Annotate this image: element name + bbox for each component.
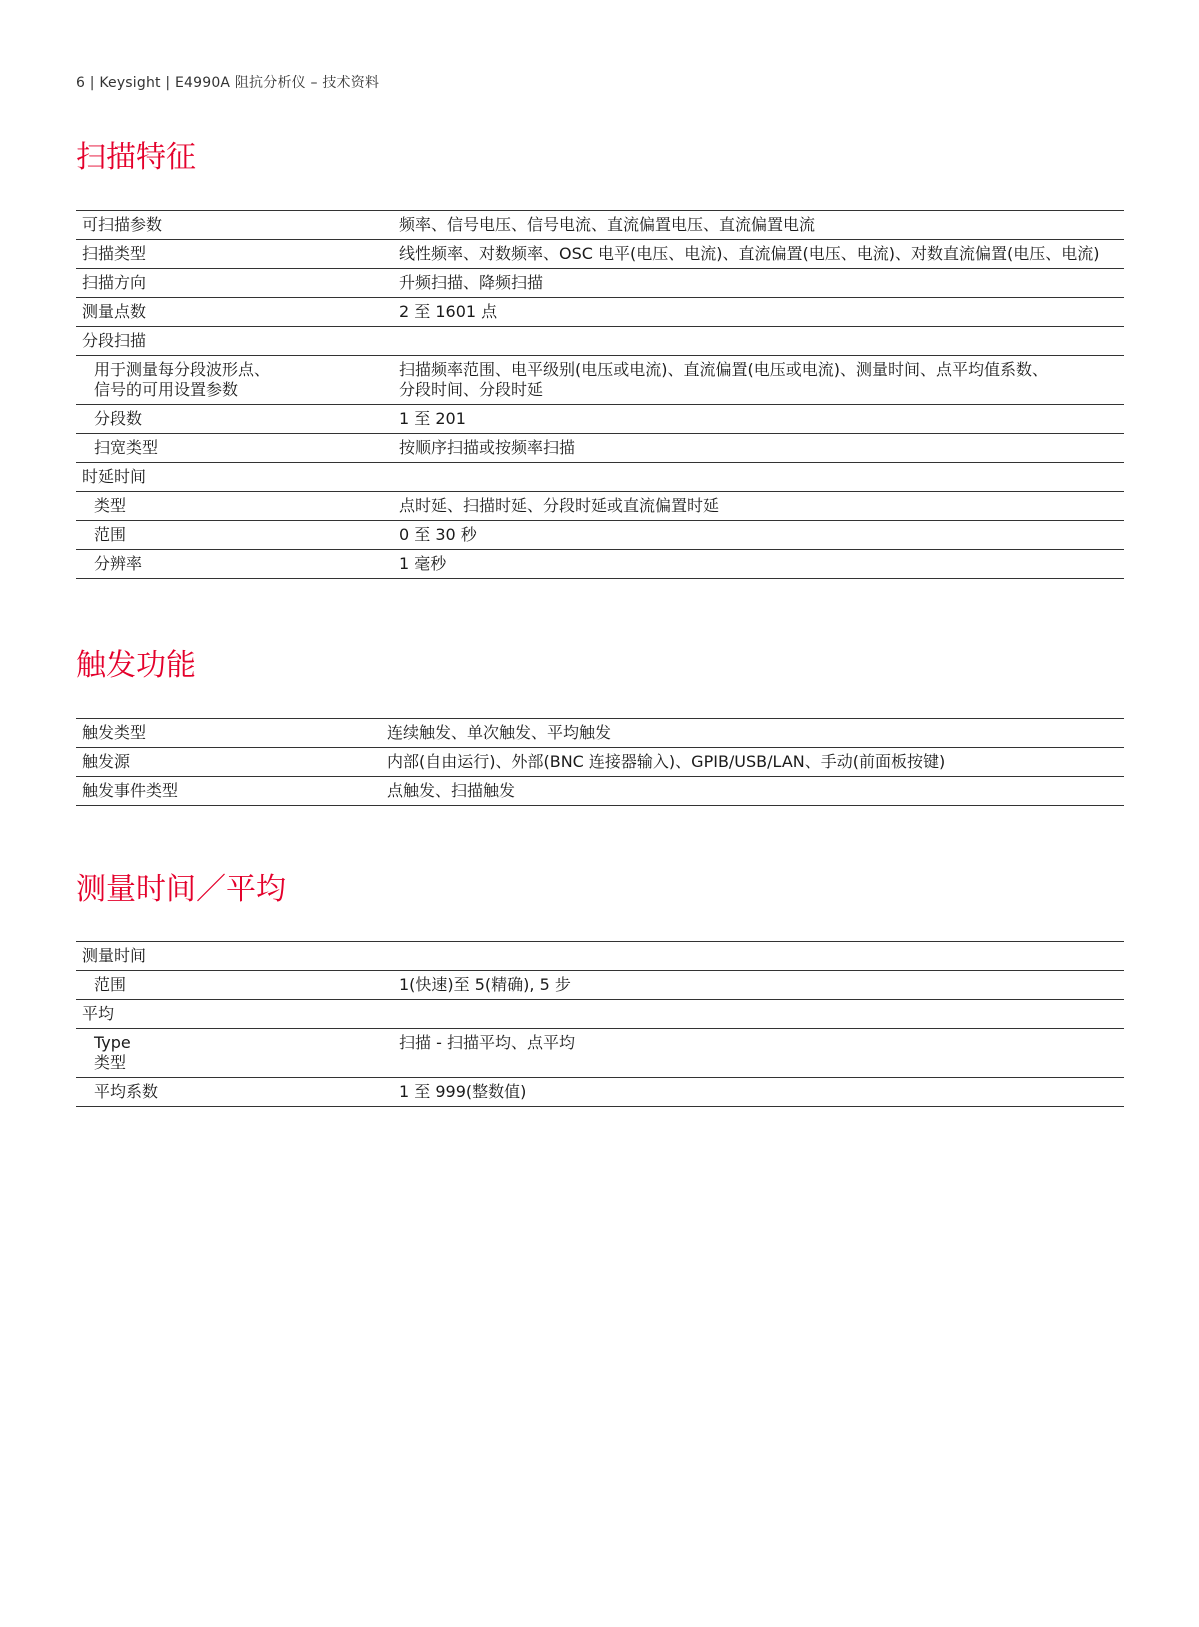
table-row: [76, 1078, 1124, 1107]
table-row: [76, 971, 1124, 1000]
row-value-line: 0 至 30 秒: [399, 525, 477, 544]
row-value-line: 频率、信号电压、信号电流、直流偏置电压、直流偏置电流: [399, 215, 816, 234]
row-value-line: 2 至 1601 点: [399, 302, 498, 321]
table-row: [76, 748, 1124, 777]
row-value: [381, 719, 1124, 748]
section-trigger: [76, 646, 1124, 806]
row-value: [393, 434, 1124, 463]
table-row: [76, 521, 1124, 550]
row-value-line: 点时延、扫描时延、分段时延或直流偏置时延: [399, 496, 720, 515]
row-value: [393, 463, 1124, 492]
table-row: [76, 356, 1124, 405]
row-label-line: 信号的可用设置参数: [94, 380, 239, 399]
row-value: [393, 492, 1124, 521]
row-label: [76, 327, 393, 356]
row-value-line: 1 毫秒: [399, 554, 447, 573]
row-value-line: 扫描频率范围、电平级别(电压或电流)、直流偏置(电压或电流)、测量时间、点平均值系数、: [399, 360, 1048, 379]
row-label: [76, 405, 393, 434]
row-label-line: 范围: [94, 975, 127, 994]
table-row: [76, 1000, 1124, 1029]
section-sweep: [76, 138, 1124, 579]
table-row: [76, 550, 1124, 579]
row-label-line: 触发类型: [82, 723, 147, 742]
spec-table: [76, 210, 1124, 579]
row-label-line: 范围: [94, 525, 127, 544]
row-label-line: 扫描类型: [82, 244, 147, 263]
section-title: 触发功能: [76, 648, 196, 683]
section-title: 测量时间／平均: [76, 872, 286, 907]
row-value-line: 1 至 999(整数值): [399, 1082, 527, 1101]
row-value-line: 1(快速)至 5(精确), 5 步: [399, 975, 571, 994]
table-row: [76, 942, 1124, 971]
row-value: [393, 1078, 1124, 1107]
row-value: [393, 942, 1124, 971]
table-row: [76, 405, 1124, 434]
row-value: [393, 356, 1124, 405]
row-label: [76, 356, 393, 405]
table-row: [76, 211, 1124, 240]
row-label-line: 分段数: [94, 409, 143, 428]
row-label: [76, 1078, 393, 1107]
row-label-line: 扫宽类型: [94, 438, 159, 457]
table-row: [76, 463, 1124, 492]
row-value-line: 连续触发、单次触发、平均触发: [387, 723, 612, 742]
row-label-line: 测量点数: [82, 302, 147, 321]
row-label-line: 用于测量每分段波形点、: [94, 360, 271, 379]
row-value: [393, 971, 1124, 1000]
table-row: [76, 492, 1124, 521]
table-row: [76, 240, 1124, 269]
row-label: [76, 211, 393, 240]
table-row: [76, 298, 1124, 327]
spec-table: [76, 718, 1124, 806]
row-value-line: 线性频率、对数频率、OSC 电平(电压、电流)、直流偏置(电压、电流)、对数直流偏置(电压、电流): [399, 244, 1100, 263]
row-label: [76, 1029, 393, 1078]
row-value: [393, 1029, 1124, 1078]
row-label: [76, 719, 381, 748]
table-row: [76, 719, 1124, 748]
row-value-line: 升频扫描、降频扫描: [399, 273, 544, 292]
table-row: [76, 777, 1124, 806]
row-label-line: 触发事件类型: [82, 781, 179, 800]
row-value: [393, 521, 1124, 550]
row-value: [381, 748, 1124, 777]
row-value: [393, 269, 1124, 298]
row-label: [76, 463, 393, 492]
row-label: [76, 942, 393, 971]
row-label-line: 触发源: [82, 752, 131, 771]
row-label-line: 分辨率: [94, 554, 143, 573]
row-value: [393, 240, 1124, 269]
row-value: [381, 777, 1124, 806]
row-label: [76, 777, 381, 806]
table-row: [76, 269, 1124, 298]
row-value-line: 扫描 - 扫描平均、点平均: [399, 1033, 575, 1052]
row-label-line: Type: [94, 1033, 131, 1052]
row-label-line: 平均: [82, 1004, 115, 1023]
table-row: [76, 327, 1124, 356]
row-value-line: 分段时间、分段时延: [399, 380, 544, 399]
row-label-line: 分段扫描: [82, 331, 147, 350]
spec-table: [76, 941, 1124, 1107]
row-label: [76, 521, 393, 550]
section-title: 扫描特征: [76, 140, 196, 175]
row-value: [393, 405, 1124, 434]
row-label: [76, 240, 393, 269]
page-header: 6 | Keysight | E4990A 阻抗分析仪 – 技术资料: [76, 75, 380, 91]
row-label: [76, 1000, 393, 1029]
section-measurement-time-average: [76, 870, 1124, 1107]
row-label-line: 可扫描参数: [82, 215, 163, 234]
row-label: [76, 492, 393, 521]
row-label: [76, 971, 393, 1000]
row-label-line: 平均系数: [94, 1082, 159, 1101]
row-label-line: 类型: [94, 1053, 127, 1072]
table-row: [76, 1029, 1124, 1078]
row-value-line: 按顺序扫描或按频率扫描: [399, 438, 576, 457]
row-label-line: 时延时间: [82, 467, 147, 486]
row-label-line: 扫描方向: [82, 273, 147, 292]
row-value: [393, 211, 1124, 240]
row-label: [76, 748, 381, 777]
row-value: [393, 298, 1124, 327]
row-value-line: 内部(自由运行)、外部(BNC 连接器输入)、GPIB/USB/LAN、手动(前面板按键): [387, 752, 946, 771]
table-row: [76, 434, 1124, 463]
row-label-line: 类型: [94, 496, 127, 515]
row-label: [76, 550, 393, 579]
row-label: [76, 434, 393, 463]
row-label: [76, 269, 393, 298]
row-label: [76, 298, 393, 327]
row-value: [393, 327, 1124, 356]
row-value: [393, 550, 1124, 579]
row-value-line: 1 至 201: [399, 409, 466, 428]
row-label-line: 测量时间: [82, 946, 147, 965]
row-value-line: 点触发、扫描触发: [387, 781, 516, 800]
row-value: [393, 1000, 1124, 1029]
